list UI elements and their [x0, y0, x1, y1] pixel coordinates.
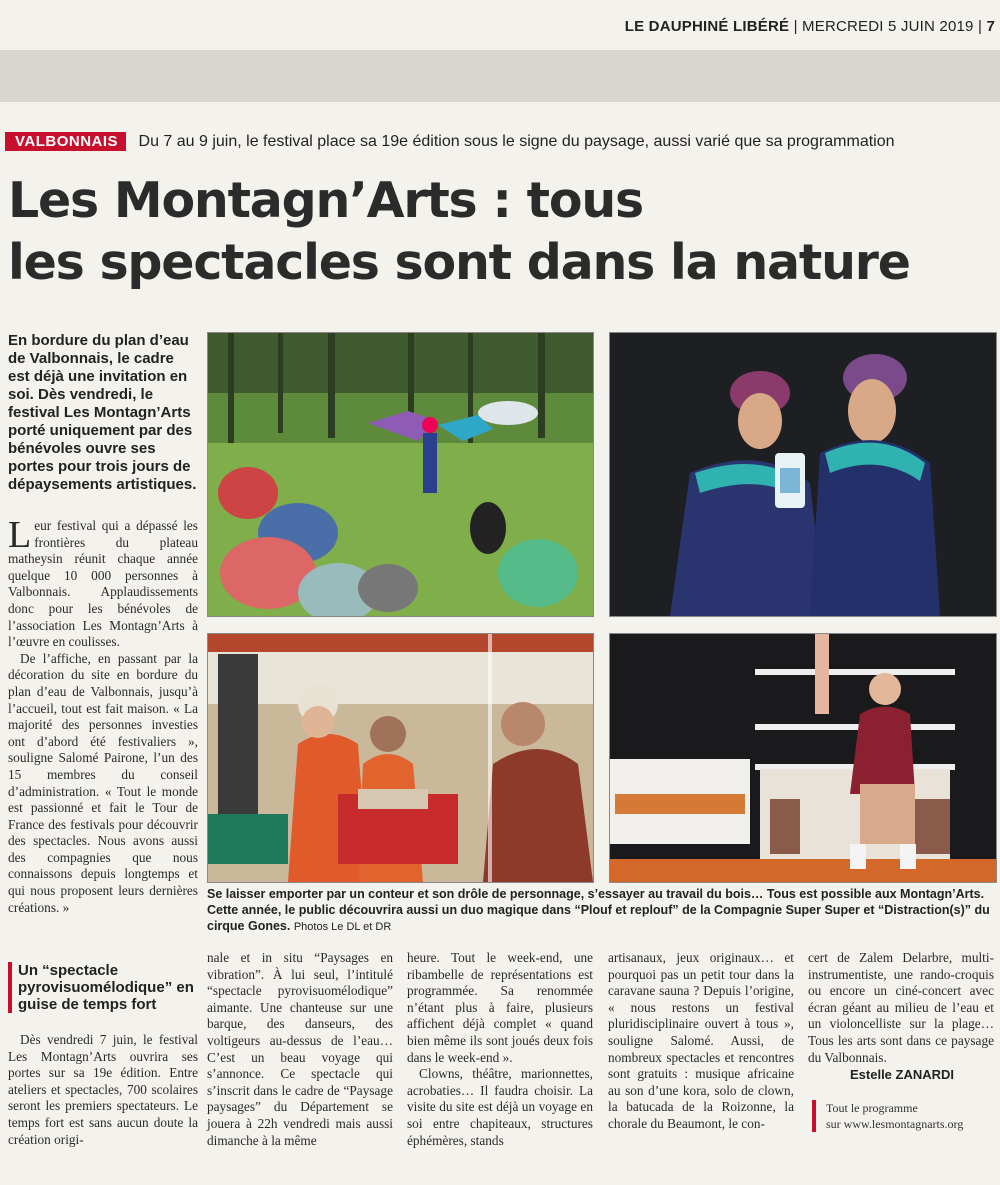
subheading: Un “spectacle pyrovisuomélodique” en guise de temps fort — [8, 962, 208, 1013]
newspaper-name: LE DAUPHINÉ LIBÉRÉ — [624, 18, 790, 35]
article-column-1-bottom — [8, 1032, 198, 1148]
photo-woodwork-workshop-image — [208, 634, 593, 882]
headline-line-1: Les Montagn’Arts : tous — [8, 172, 643, 229]
column-4-text: artisanaux, jeux originaux… et pourquoi pas un petit tour dans la caravane sauna ? Depuis l’origine, « nous restons un festival pluridisciplinaire ouvert à tous », souligne Salomé. Aussi, de nombreux spectacles et rencontres sont gratuits : musique africaine au son d’une kora, solo de clown, la batucada de la Roizonne, la chorale du Beaumont, le con- — [608, 950, 794, 1131]
photo-clown-duo-image — [610, 333, 996, 616]
photo-credit: Photos Le DL et DR — [293, 921, 392, 933]
issue-date: MERCREDI 5 JUIN 2019 — [802, 18, 974, 35]
program-info-box — [812, 1100, 1000, 1132]
paragraph-3: Dès vendredi 7 juin, le festival Les Montagn’Arts ouvrira ses portes sur sa 19e édition. Entre ateliers et spectacles, 700 scolaires seront les premiers spectateurs. Le temps fort est sans aucun doute la création origi- — [8, 1032, 198, 1147]
article-column-2 — [207, 950, 393, 1149]
article-column-1 — [8, 514, 198, 916]
masthead: LE DAUPHINÉ LIBÉRÉ | MERCREDI 5 JUIN 2019 | 7 — [624, 18, 995, 35]
article-column-5 — [808, 950, 994, 1066]
headline — [8, 170, 998, 294]
paragraph-2: De l’affiche, en passant par la décoration du site en bordure du plan d’eau de Valbonnais, jusqu’à l’accueil, tout est fait maison. « La majorité des personnes investies ont d’abord été festivaliers », souligne Salomé Pairone, l’un des 15 membres du conseil d’administration. « Tout le monde est passionné et fait le Tour de France des festivals pour découvrir des spectacles. Nous avons aussi des compagnies que nous connaissons depuis longtemps et qui nous proposent leurs dernières créations. » — [8, 650, 198, 915]
kicker-text: Du 7 au 9 juin, le festival place sa 19e édition sous le signe du paysage, aussi varié que sa programmation — [138, 133, 895, 150]
info-line-2[interactable]: sur www.lesmontagnarts.org — [826, 1117, 964, 1131]
photo-storyteller-park — [207, 332, 594, 617]
article-column-3 — [407, 950, 593, 1149]
caption-text: Se laisser emporter par un conteur et son drôle de personnage, s’essayer au travail du bois… Tous est possible aux Montagn’Arts. Cette année, le public découvrira aussi un duo magique dans “Plouf et replouf” de la Compagnie Super Super et “Distraction(s)” du cirque Gones. — [207, 887, 990, 933]
drop-cap: L — [8, 514, 32, 556]
photo-woodwork-workshop — [207, 633, 594, 883]
column-5-text: cert de Zalem Delarbre, multi-instrumentiste, une rando-croquis ou encore un ciné-concert avec écran géant au milieu de l’eau et un violoncelliste sur la plage… Tous les arts sont dans ce paysage du Valbonnais. — [808, 950, 994, 1065]
location-tag: VALBONNAIS — [5, 132, 126, 151]
paragraph-1: Leur festival qui a dépassé les frontières du plateau matheysin réunit chaque année quelque 10 000 personnes à Valbonnais. Applaudissements donc pour les bénévoles de l’association Les Montagn’Arts à l’œuvre en coulisses. — [8, 514, 198, 650]
headline-line-2: les spectacles sont dans la nature — [8, 234, 910, 291]
column-2-text: nale et in situ “Paysages en vibration”. À lui seul, l’intitulé “spectacle pyrovisuomélodique” aimante. Une chanteuse sur une barque, des danseurs, des voltigeurs au-dessus de l’eau… C’est un beau voyage qui s’annonce. Ce spectacle qui s’inscrit dans le cadre de “Paysage paysages” du Département se jouera à 22h vendredi mais aussi dimanche à la même — [207, 950, 393, 1148]
kicker — [5, 132, 995, 154]
photo-clown-duo — [609, 332, 997, 617]
photo-stage-set — [609, 633, 997, 883]
photo-storyteller-park-image — [208, 333, 593, 616]
photo-stage-set-image — [610, 634, 996, 882]
header-band — [0, 50, 1000, 102]
author-signature: Estelle ZANARDI — [850, 1067, 955, 1082]
lead-paragraph: En bordure du plan d’eau de Valbonnais, le cadre est déjà une invitation en soi. Dès vendredi, le festival Les Montagn’Arts porté uniquement par des bénévoles ouvre ses portes pour trois jours de dépaysements artistiques. — [8, 332, 197, 493]
article-column-4 — [608, 950, 794, 1133]
page-number: 7 — [986, 18, 995, 35]
column-3-paragraph-2: Clowns, théâtre, marionnettes, acrobaties… Il faudra choisir. La visite du site est déjà un voyage en soi entre chapiteaux, structures éphémères, stands — [407, 1066, 593, 1148]
photo-caption — [207, 886, 995, 935]
column-3-paragraph-1: heure. Tout le week-end, une ribambelle de représentations est programmée. Sa renommée n’étant plus à faire, plusieurs affichent déjà complet « quand bien même ils sont joués deux fois dans le week-end ». — [407, 950, 593, 1065]
info-line-1: Tout le programme — [826, 1101, 918, 1115]
